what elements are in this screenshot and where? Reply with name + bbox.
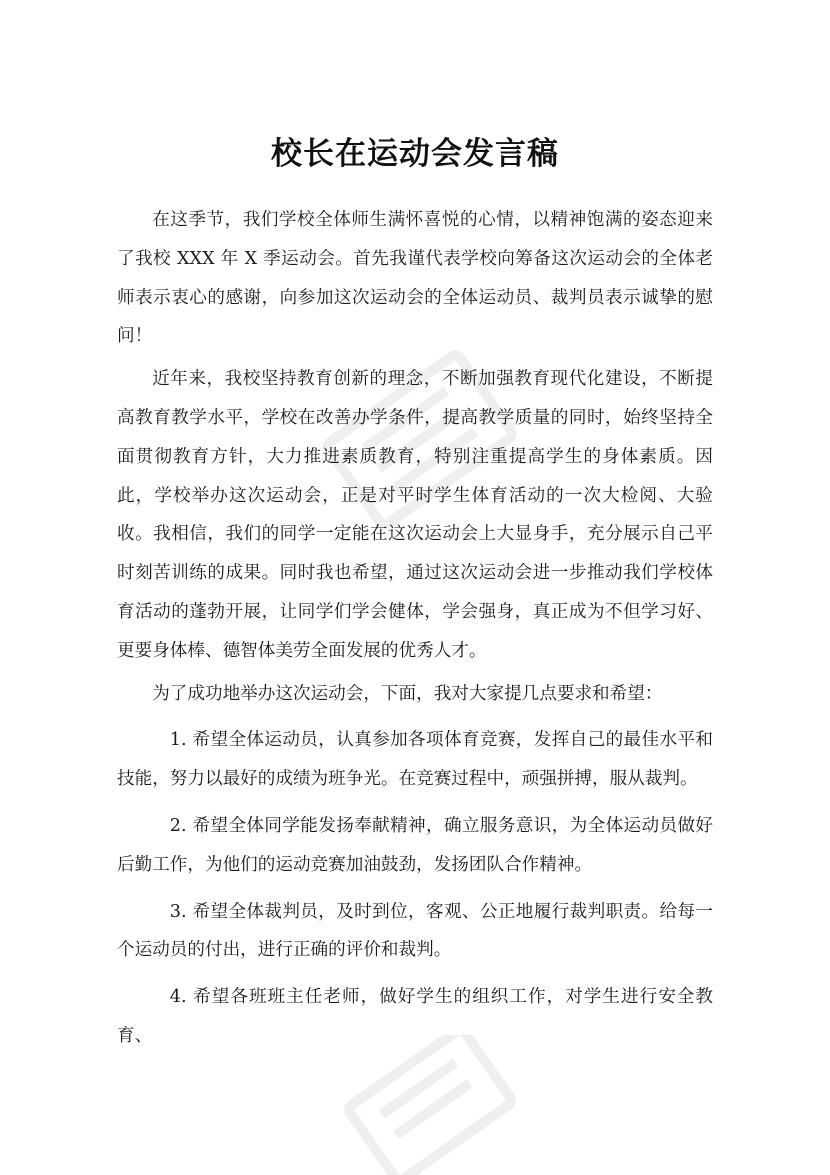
paragraph-requirements-lead: 为了成功地举办这次运动会，下面，我对大家提几点要求和希望： xyxy=(152,683,663,704)
watermark-stamp-icon xyxy=(330,1035,530,1175)
list-item-referees: 3. 希望全体裁判员，及时到位，客观、公正地履行裁判职责。给每一个运动员的付出，进行正确的评价和裁判。 xyxy=(117,901,713,961)
paragraph-recent-years: 近年来，我校坚持教育创新的理念，不断加强教育现代化建设，不断提高教育教学水平，学校在改善办学条件，提高教学质量的同时，始终坚持全面贯彻教育方针，大力推进素质教育，特别注重提高学生的身体素质。因此，学校举办这次运动会，正是对平时学生体育活动的一次大检阅、大验收。我相信，我们的同学一定能在这次运动会上大显身手，充分展示自己平时刻苦训练的成果。同时我也希望，通过这次运动会进一步推动我们学校体育活动的蓬勃开展，让同学们学会健体，学会强身，真正成为不但学习好、更要身体棒、德智体美劳全面发展的优秀人才。 xyxy=(117,369,713,661)
list-item-teachers: 4. 希望各班班主任老师，做好学生的组织工作，对学生进行安全教育、 xyxy=(117,987,713,1046)
list-item-athletes: 1. 希望全体运动员，认真参加各项体育竞赛，发挥自己的最佳水平和技能，努力以最好的成绩为班争光。在竞赛过程中，顽强拼搏，服从裁判。 xyxy=(117,730,713,790)
paragraph-intro: 在这季节，我们学校全体师生满怀喜悦的心情，以精神饱满的姿态迎来了我校 XXX 年 X 季运动会。首先我谨代表学校向筹备这次运动会的全体老师表示衷心的感谢，向参加这次运动会的全体运动员、裁判员表示诚挚的慰问！ xyxy=(117,210,713,347)
document-title: 校长在运动会发言稿 xyxy=(271,136,559,172)
document-body xyxy=(117,201,713,1056)
list-item-students: 2. 希望全体同学能发扬奉献精神，确立服务意识，为全体运动员做好后勤工作，为他们的运动竞赛加油鼓劲，发扬团队合作精神。 xyxy=(117,815,713,875)
